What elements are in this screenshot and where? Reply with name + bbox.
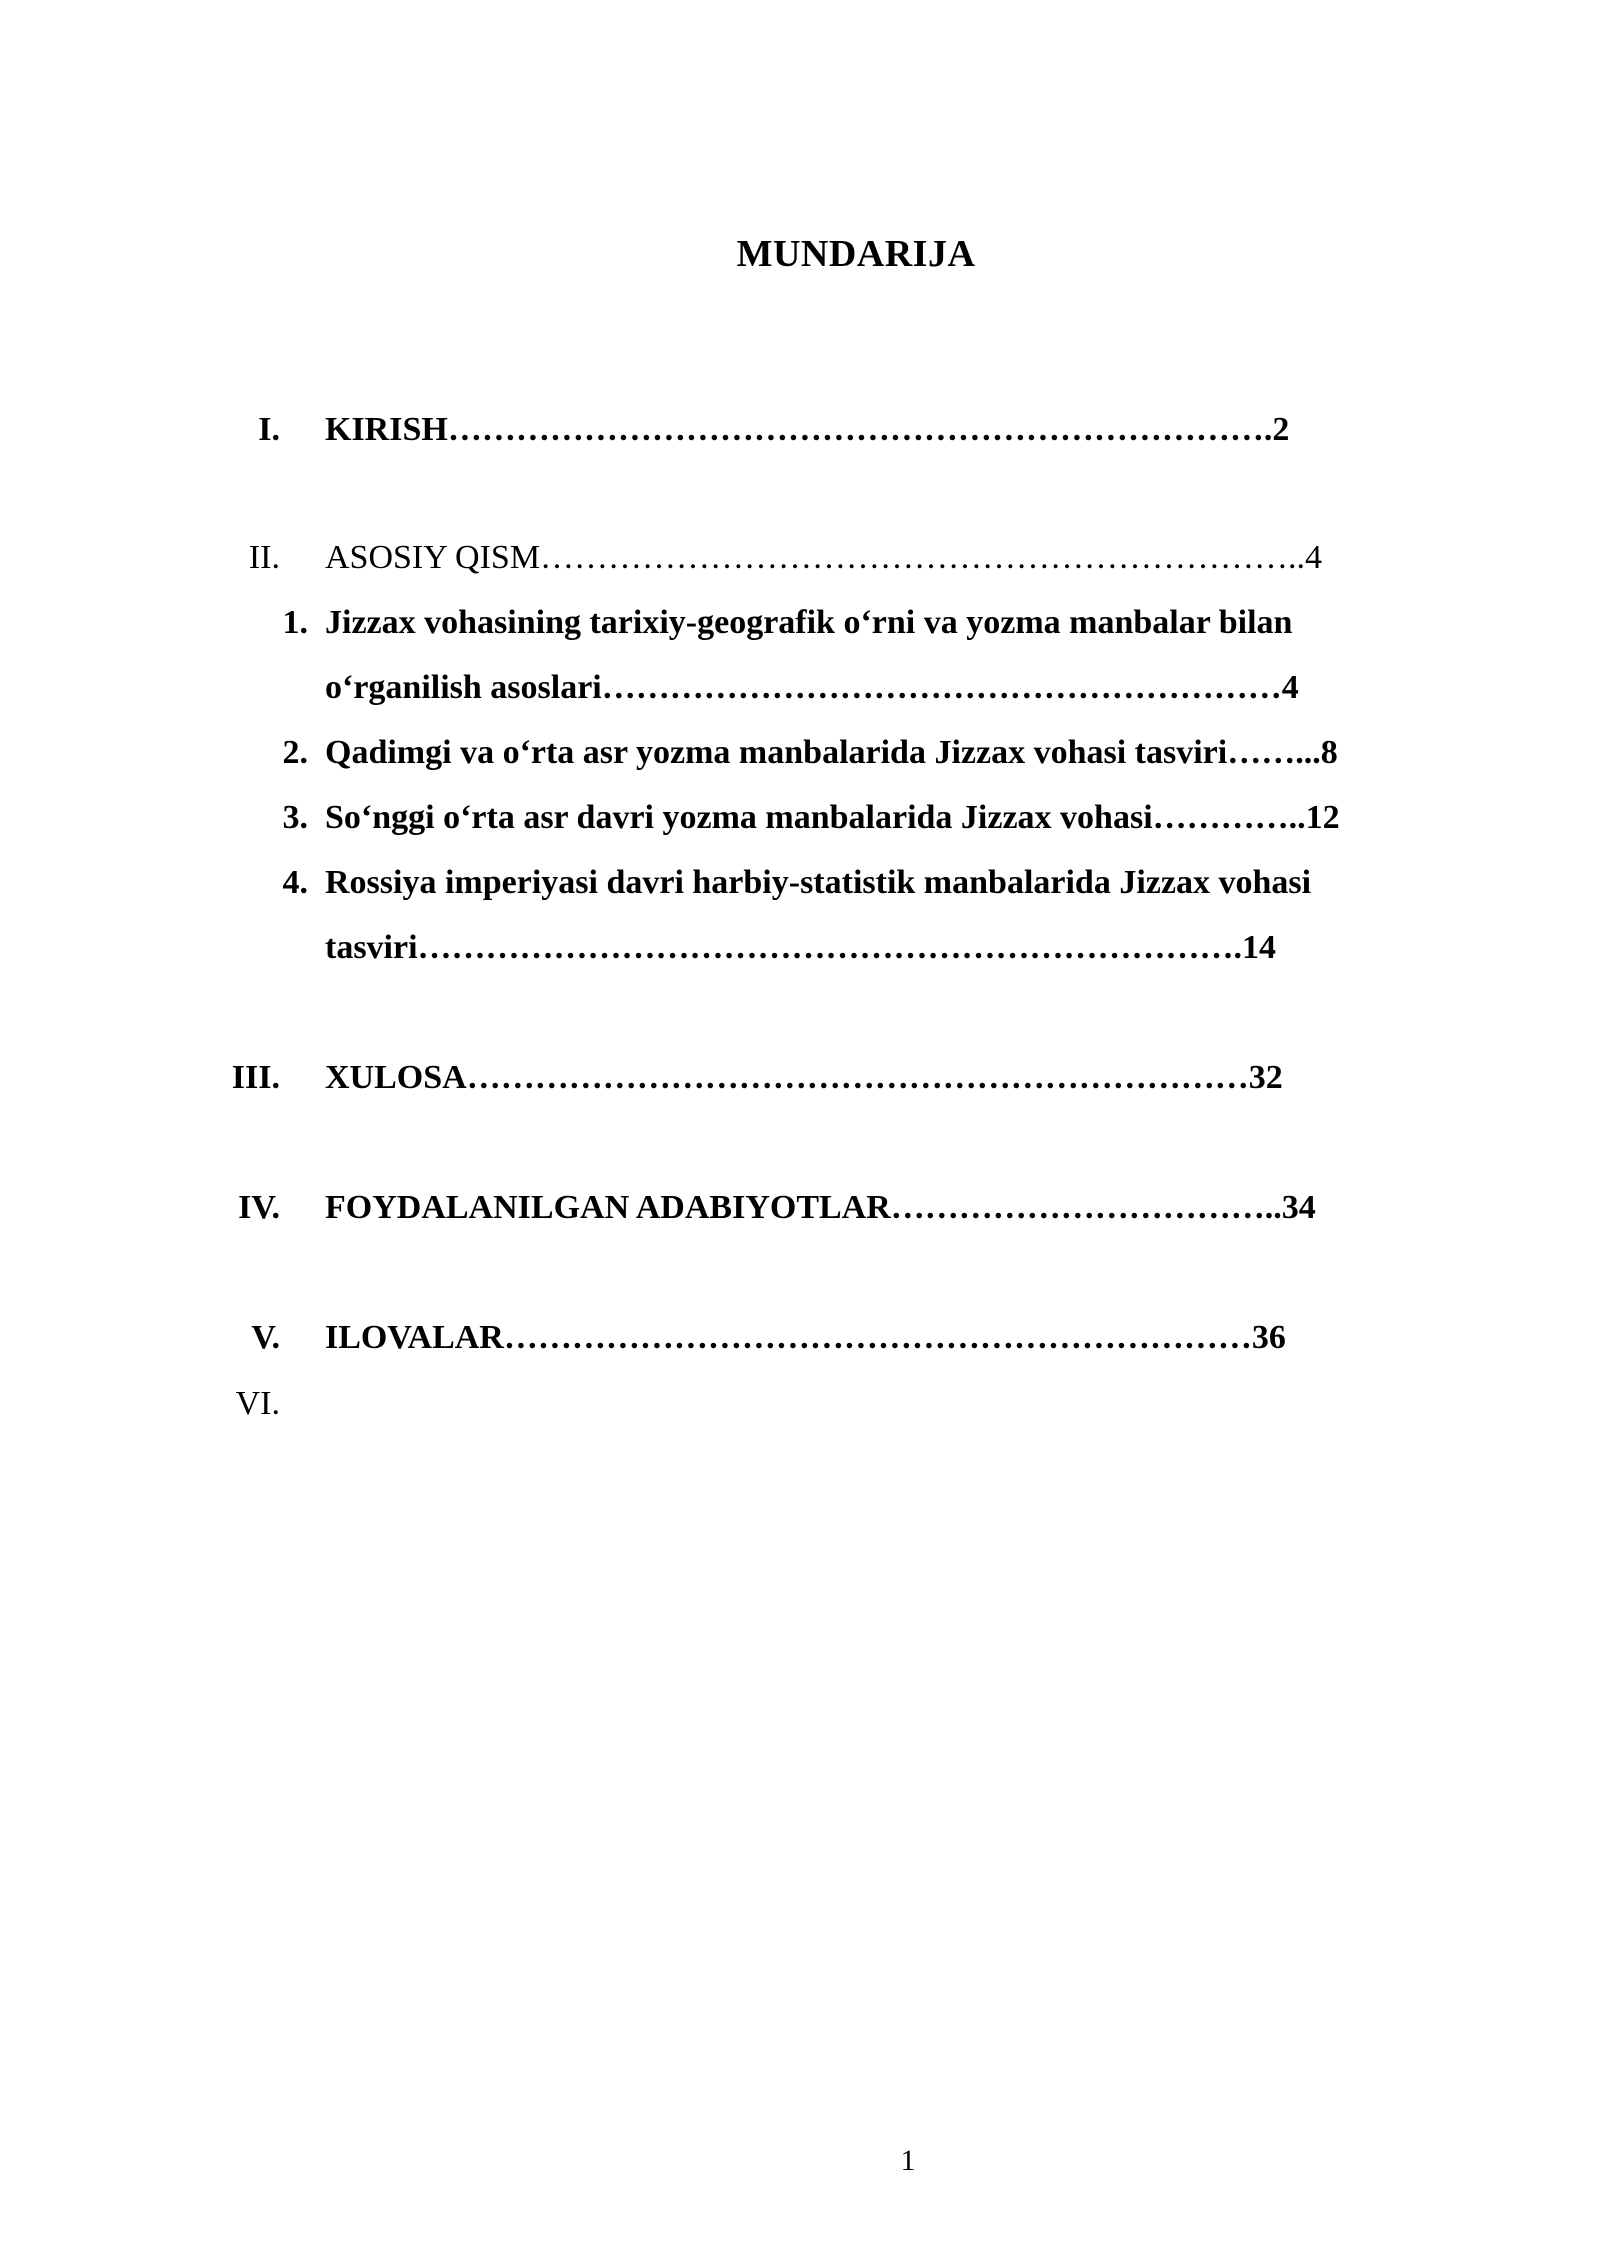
- toc-entry-kirish: KIRISH……………………………………………………………….2: [325, 411, 1290, 448]
- toc-subentry-2: Qadimgi va o‘rta asr yozma manbalarida Jizzax vohasi tasviri……...8: [325, 734, 1338, 771]
- toc-entry-adabiyotlar: FOYDALANILGAN ADABIYOTLAR……………………………..34: [325, 1189, 1316, 1226]
- toc-subentry-3: So‘nggi o‘rta asr davri yozma manbalarida Jizzax vohasi…………..12: [325, 799, 1340, 836]
- toc-roman-6: VI.: [235, 1385, 280, 1422]
- toc-title: MUNDARIJA: [736, 233, 976, 275]
- toc-subnumber-2: 2.: [282, 734, 308, 771]
- toc-entry-xulosa: XULOSA……………………………………………………………32: [325, 1059, 1283, 1096]
- toc-roman-3: III.: [231, 1059, 280, 1096]
- toc-roman-4: IV.: [238, 1189, 280, 1226]
- toc-roman-1: I.: [258, 411, 280, 448]
- toc-subentry-1-line2: o‘rganilish asoslari……………………………………………………4: [325, 669, 1299, 706]
- toc-subnumber-1: 1.: [282, 604, 308, 641]
- toc-subentry-1-line1: Jizzax vohasining tarixiy-geografik o‘rni va yozma manbalar bilan: [325, 604, 1293, 641]
- page-number: 1: [900, 2144, 916, 2177]
- toc-subnumber-3: 3.: [282, 799, 308, 836]
- toc-subentry-4-line1: Rossiya imperiyasi davri harbiy-statistik manbalarida Jizzax vohasi: [325, 864, 1312, 901]
- toc-entry-ilovalar: ILOVALAR…………………………………………………………36: [325, 1319, 1286, 1356]
- toc-roman-2: II.: [248, 539, 280, 576]
- toc-entry-asosiy-qism: ASOSIY QISM…………………………………………………………..4: [325, 539, 1323, 576]
- toc-subnumber-4: 4.: [282, 864, 308, 901]
- toc-roman-5: V.: [251, 1319, 280, 1356]
- toc-subentry-4-line2: tasviri……………………………………………………………….14: [325, 929, 1277, 966]
